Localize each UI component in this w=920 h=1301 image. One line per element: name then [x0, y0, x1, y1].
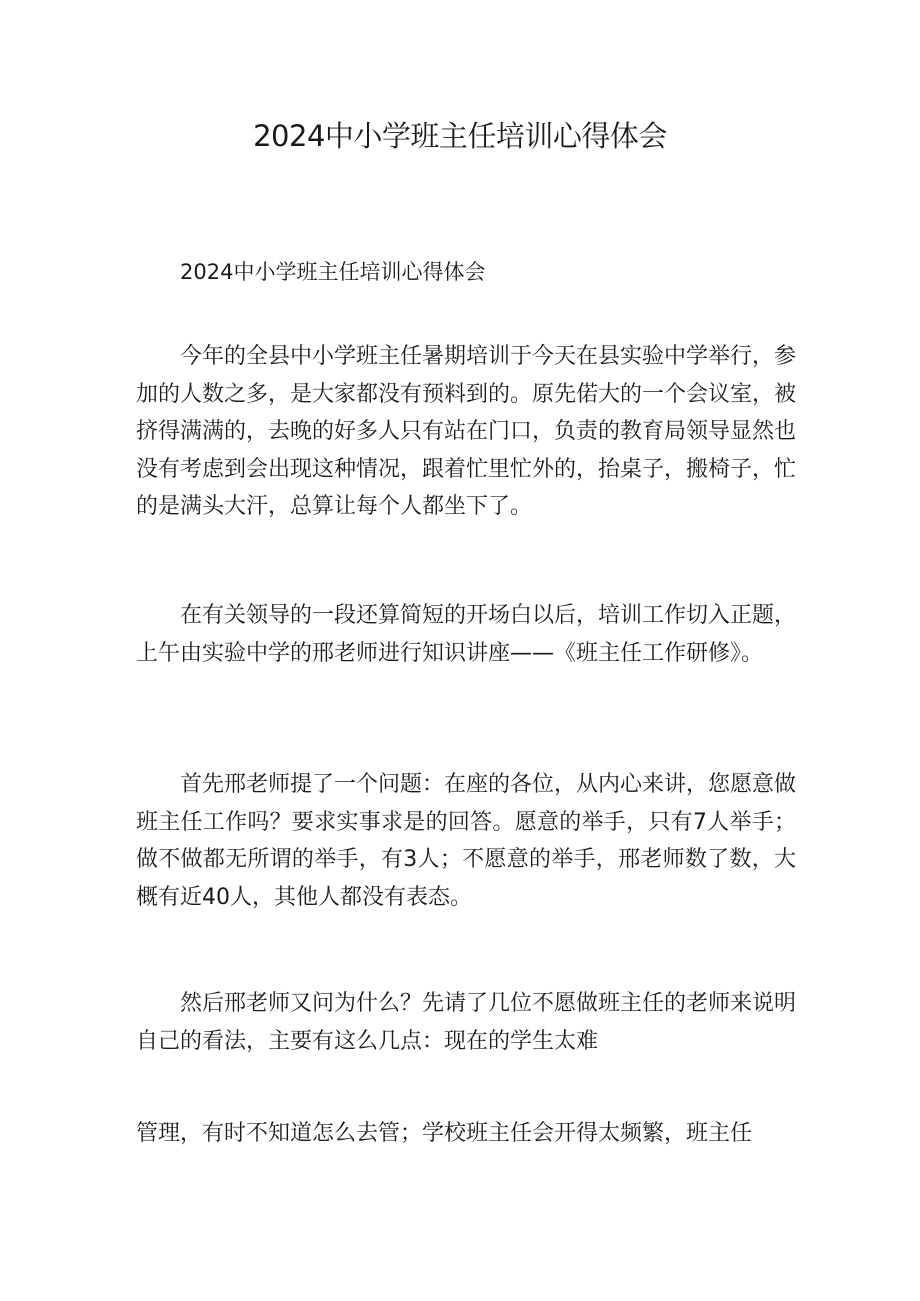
- paragraph-4: 然后邢老师又问为什么？先请了几位不愿做班主任的老师来说明自己的看法，主要有这么几点：现在的学生太难: [136, 991, 797, 1054]
- paragraph-2: 在有关领导的一段还算简短的开场白以后，培训工作切入正题，上午由实验中学的邢老师进行知识讲座——《班主任工作研修》。: [136, 603, 797, 666]
- paragraph-5: 管理，有时不知道怎么去管；学校班主任会开得太频繁，班主任: [136, 1121, 753, 1146]
- paragraph-1: 今年的全县中小学班主任暑期培训于今天在县实验中学举行，参加的人数之多，是大家都没有预料到的。原先偌大的一个会议室，被挤得满满的，去晚的好多人只有站在门口，负责的教育局领导显然也没有考虑到会出现这种情况，跟着忙里忙外的，抬桌子，搬椅子，忙的是满头大汗，总算让每个人都坐下了。: [136, 344, 797, 519]
- document-title: 2024中小学班主任培训心得体会: [253, 119, 667, 153]
- document-subtitle: 2024中小学班主任培训心得体会: [180, 260, 486, 284]
- paragraph-3: 首先邢老师提了一个问题：在座的各位，从内心来讲，您愿意做班主任工作吗？要求实事求是的回答。愿意的举手，只有7人举手；做不做都无所谓的举手，有3人；不愿意的举手，邢老师数了数，大概有近40人，其他人都没有表态。: [136, 772, 797, 910]
